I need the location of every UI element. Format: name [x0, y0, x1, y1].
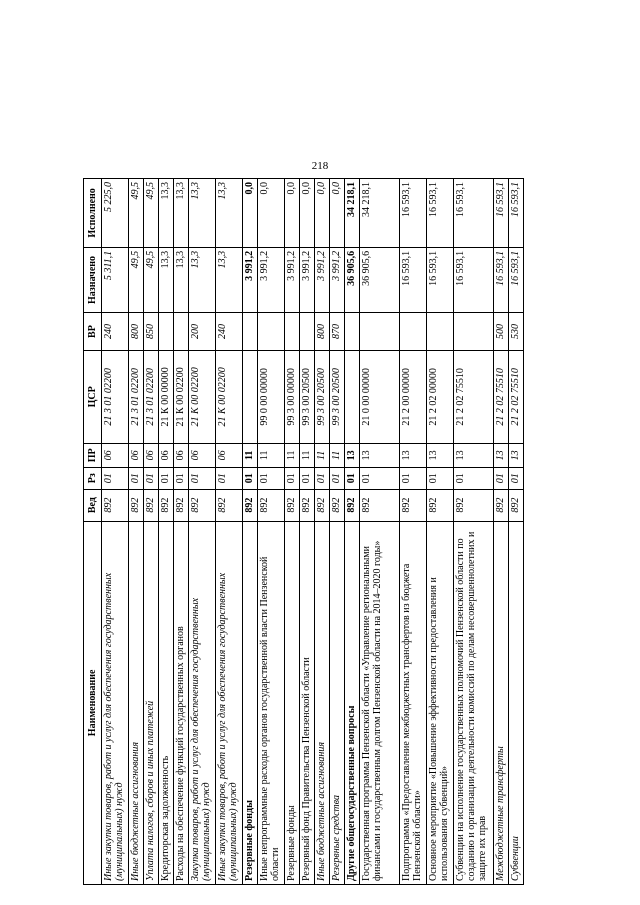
- cell-csr: [345, 350, 360, 443]
- cell-rz: 01: [400, 467, 427, 489]
- cell-pr: 06: [144, 443, 159, 467]
- cell-name: Межбюджетные трансферты: [494, 521, 509, 884]
- cell-ved: 892: [315, 489, 330, 521]
- cell-name: Иные закупки товаров, работ и услуг для обеспечения государственных (муниципальных) нужд: [216, 521, 243, 884]
- cell-executed: 0,0: [300, 179, 315, 248]
- cell-rz: 01: [315, 467, 330, 489]
- cell-csr: 21 0 00 00000: [360, 350, 400, 443]
- header-assigned: Назначено: [84, 247, 102, 312]
- cell-executed: 13,3: [174, 179, 189, 248]
- header-rz: Рз: [84, 467, 102, 489]
- cell-vr: 500: [494, 313, 509, 351]
- cell-vr: [360, 313, 400, 351]
- cell-name: Иные закупки товаров, работ и услуг для обеспечения государственных (муниципальных) нужд: [102, 521, 129, 884]
- cell-vr: 800: [315, 313, 330, 351]
- cell-vr: [345, 313, 360, 351]
- cell-pr: 06: [102, 443, 129, 467]
- cell-ved: 892: [300, 489, 315, 521]
- cell-vr: [300, 313, 315, 351]
- cell-rz: 01: [494, 467, 509, 489]
- cell-name: Субвенции на исполнение государственных полномочий Пензенской области по созданию и организации деятельности комиссий по делам несовершеннолетних и защите их прав: [454, 521, 494, 884]
- cell-csr: 21 2 02 75510: [494, 350, 509, 443]
- header-pr: ПР: [84, 443, 102, 467]
- cell-assigned: 36 905,6: [345, 247, 360, 312]
- cell-ved: 892: [330, 489, 345, 521]
- cell-assigned: 3 991,2: [285, 247, 300, 312]
- table-row: [102, 179, 129, 885]
- cell-executed: 34 218,1: [345, 179, 360, 248]
- cell-csr: 21 2 02 75510: [509, 350, 524, 443]
- page-number: 218: [311, 160, 329, 172]
- cell-csr: [243, 350, 258, 443]
- cell-executed: 0,0: [243, 179, 258, 248]
- budget-table: [83, 178, 524, 885]
- cell-rz: 01: [189, 467, 216, 489]
- header-csr: ЦСР: [84, 350, 102, 443]
- cell-pr: 13: [454, 443, 494, 467]
- cell-assigned: 5 311,1: [102, 247, 129, 312]
- table-body: [102, 179, 524, 885]
- cell-pr: 06: [129, 443, 144, 467]
- cell-assigned: 49,5: [144, 247, 159, 312]
- cell-vr: [454, 313, 494, 351]
- header-ved: Вед: [84, 489, 102, 521]
- cell-pr: 11: [285, 443, 300, 467]
- table-row: [189, 179, 216, 885]
- rotated-table-container: [83, 178, 565, 885]
- cell-ved: 892: [189, 489, 216, 521]
- cell-executed: 34 218,1: [360, 179, 400, 248]
- cell-assigned: 13,3: [216, 247, 243, 312]
- cell-vr: 240: [216, 313, 243, 351]
- cell-assigned: 16 593,1: [427, 247, 454, 312]
- cell-pr: 11: [243, 443, 258, 467]
- cell-ved: 892: [174, 489, 189, 521]
- cell-assigned: 16 593,1: [494, 247, 509, 312]
- cell-assigned: 3 991,2: [258, 247, 285, 312]
- cell-vr: [285, 313, 300, 351]
- cell-ved: 892: [258, 489, 285, 521]
- table-row: [360, 179, 400, 885]
- table-row: [216, 179, 243, 885]
- cell-ved: 892: [129, 489, 144, 521]
- cell-pr: 13: [400, 443, 427, 467]
- cell-csr: 21 3 01 02200: [129, 350, 144, 443]
- cell-ved: 892: [216, 489, 243, 521]
- cell-name: Иные непрограммные расходы органов государственной власти Пензенской области: [258, 521, 285, 884]
- cell-assigned: 13,3: [174, 247, 189, 312]
- cell-ved: 892: [494, 489, 509, 521]
- table-row: [243, 179, 258, 885]
- cell-rz: 01: [102, 467, 129, 489]
- cell-rz: 01: [174, 467, 189, 489]
- cell-vr: 870: [330, 313, 345, 351]
- cell-rz: 01: [509, 467, 524, 489]
- cell-csr: 99 0 00 00000: [258, 350, 285, 443]
- cell-ved: 892: [509, 489, 524, 521]
- cell-pr: 06: [216, 443, 243, 467]
- cell-rz: 01: [258, 467, 285, 489]
- cell-executed: 16 593,1: [427, 179, 454, 248]
- cell-assigned: 36 905,6: [360, 247, 400, 312]
- cell-rz: 01: [144, 467, 159, 489]
- cell-name: Резервный фонд Правительства Пензенской области: [300, 521, 315, 884]
- cell-assigned: 16 593,1: [454, 247, 494, 312]
- cell-csr: 21 К 00 02200: [189, 350, 216, 443]
- cell-vr: 850: [144, 313, 159, 351]
- cell-pr: 06: [189, 443, 216, 467]
- table-row: [315, 179, 330, 885]
- cell-csr: 21 К 00 02200: [174, 350, 189, 443]
- cell-rz: 01: [243, 467, 258, 489]
- cell-vr: [159, 313, 174, 351]
- cell-assigned: 3 991,2: [300, 247, 315, 312]
- cell-rz: 01: [216, 467, 243, 489]
- table-row: [345, 179, 360, 885]
- table-row: [454, 179, 494, 885]
- cell-name: Резервные фонды: [243, 521, 258, 884]
- cell-assigned: 3 991,2: [330, 247, 345, 312]
- cell-ved: 892: [427, 489, 454, 521]
- cell-name: Иные бюджетные ассигнования: [315, 521, 330, 884]
- cell-executed: 0,0: [315, 179, 330, 248]
- cell-vr: [174, 313, 189, 351]
- cell-assigned: 16 593,1: [400, 247, 427, 312]
- cell-ved: 892: [144, 489, 159, 521]
- cell-rz: 01: [285, 467, 300, 489]
- cell-pr: 06: [159, 443, 174, 467]
- cell-executed: 5 225,0: [102, 179, 129, 248]
- header-executed: Исполнено: [84, 179, 102, 248]
- cell-executed: 16 593,1: [400, 179, 427, 248]
- cell-executed: 16 593,1: [509, 179, 524, 248]
- table-row: [174, 179, 189, 885]
- cell-ved: 892: [285, 489, 300, 521]
- cell-vr: 200: [189, 313, 216, 351]
- table-header-row: [84, 179, 102, 885]
- table-row: [494, 179, 509, 885]
- table-row: [129, 179, 144, 885]
- cell-assigned: 13,3: [189, 247, 216, 312]
- cell-ved: 892: [360, 489, 400, 521]
- cell-csr: 99 3 00 20500: [300, 350, 315, 443]
- cell-pr: 11: [300, 443, 315, 467]
- cell-assigned: 3 991,2: [315, 247, 330, 312]
- cell-pr: 13: [494, 443, 509, 467]
- cell-executed: 16 593,1: [494, 179, 509, 248]
- cell-rz: 01: [454, 467, 494, 489]
- cell-csr: 99 3 00 20500: [330, 350, 345, 443]
- cell-name: Государственная программа Пензенской области «Управление региональными финансами и государственным долгом Пензенской области на 2014–2020 годы»: [360, 521, 400, 884]
- cell-csr: 21 3 01 02200: [102, 350, 129, 443]
- cell-rz: 01: [330, 467, 345, 489]
- cell-executed: 13,3: [216, 179, 243, 248]
- cell-assigned: 13,3: [159, 247, 174, 312]
- cell-vr: [427, 313, 454, 351]
- cell-rz: 01: [427, 467, 454, 489]
- cell-vr: 240: [102, 313, 129, 351]
- cell-rz: 01: [300, 467, 315, 489]
- cell-rz: 01: [129, 467, 144, 489]
- cell-ved: 892: [400, 489, 427, 521]
- header-name: Наименование: [84, 521, 102, 884]
- cell-executed: 49,5: [144, 179, 159, 248]
- cell-ved: 892: [159, 489, 174, 521]
- cell-vr: 800: [129, 313, 144, 351]
- table-row: [400, 179, 427, 885]
- cell-executed: 49,5: [129, 179, 144, 248]
- cell-name: Резервные фонды: [285, 521, 300, 884]
- table-row: [258, 179, 285, 885]
- cell-assigned: 16 593,1: [509, 247, 524, 312]
- cell-name: Основное мероприятие «Повышение эффективности предоставления и использования субвенций»: [427, 521, 454, 884]
- table-row: [509, 179, 524, 885]
- table-row: [285, 179, 300, 885]
- cell-name: Иные бюджетные ассигнования: [129, 521, 144, 884]
- cell-name: Другие общегосударственные вопросы: [345, 521, 360, 884]
- cell-ved: 892: [345, 489, 360, 521]
- header-vr: ВР: [84, 313, 102, 351]
- table-row: [159, 179, 174, 885]
- cell-name: Субвенции: [509, 521, 524, 884]
- cell-ved: 892: [454, 489, 494, 521]
- cell-name: Уплата налогов, сборов и иных платежей: [144, 521, 159, 884]
- cell-name: Кредиторская задолженность: [159, 521, 174, 884]
- cell-pr: 13: [360, 443, 400, 467]
- cell-vr: 530: [509, 313, 524, 351]
- cell-name: Подпрограмма «Предоставление межбюджетных трансфертов из бюджета Пензенской области»: [400, 521, 427, 884]
- cell-vr: [243, 313, 258, 351]
- cell-executed: 13,3: [189, 179, 216, 248]
- cell-assigned: 49,5: [129, 247, 144, 312]
- cell-rz: 01: [360, 467, 400, 489]
- cell-name: Расходы на обеспечение функций государственных органов: [174, 521, 189, 884]
- cell-pr: 13: [509, 443, 524, 467]
- cell-assigned: 3 991,2: [243, 247, 258, 312]
- cell-executed: 13,3: [159, 179, 174, 248]
- cell-pr: 11: [315, 443, 330, 467]
- cell-csr: 21 К 00 02200: [216, 350, 243, 443]
- cell-csr: 21 3 01 02200: [144, 350, 159, 443]
- cell-pr: 13: [345, 443, 360, 467]
- cell-pr: 13: [427, 443, 454, 467]
- cell-executed: 0,0: [285, 179, 300, 248]
- cell-ved: 892: [243, 489, 258, 521]
- cell-rz: 01: [159, 467, 174, 489]
- cell-csr: 99 3 00 20500: [315, 350, 330, 443]
- cell-ved: 892: [102, 489, 129, 521]
- cell-csr: 99 3 00 00000: [285, 350, 300, 443]
- cell-rz: 01: [345, 467, 360, 489]
- cell-pr: 11: [258, 443, 285, 467]
- cell-vr: [258, 313, 285, 351]
- cell-csr: 21 2 00 00000: [400, 350, 427, 443]
- cell-executed: 16 593,1: [454, 179, 494, 248]
- table-row: [144, 179, 159, 885]
- table-row: [300, 179, 315, 885]
- cell-pr: 06: [174, 443, 189, 467]
- cell-pr: 11: [330, 443, 345, 467]
- cell-name: Резервные средства: [330, 521, 345, 884]
- cell-csr: 21 2 02 00000: [427, 350, 454, 443]
- cell-executed: 0,0: [258, 179, 285, 248]
- cell-csr: 21 К 00 00000: [159, 350, 174, 443]
- table-row: [330, 179, 345, 885]
- table-row: [427, 179, 454, 885]
- cell-vr: [400, 313, 427, 351]
- cell-name: Закупка товаров, работ и услуг для обеспечения государственных (муниципальных) нужд: [189, 521, 216, 884]
- cell-csr: 21 2 02 75510: [454, 350, 494, 443]
- cell-executed: 0,0: [330, 179, 345, 248]
